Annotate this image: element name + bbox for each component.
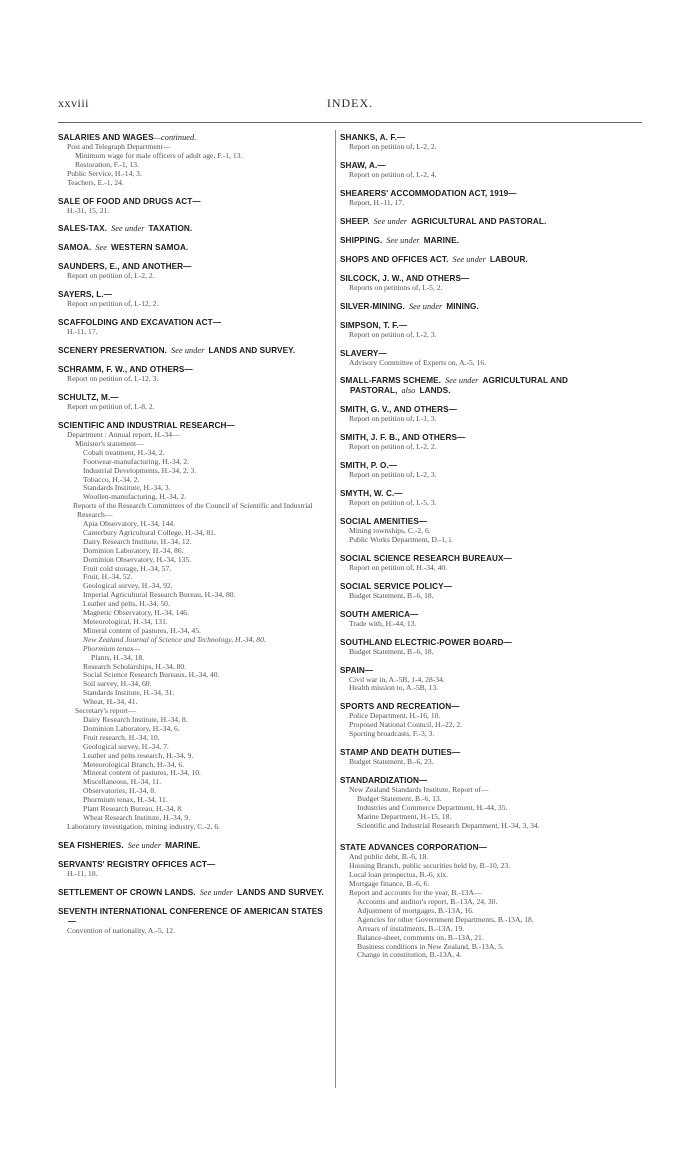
entry-line: Woollen-manufacturing, H.-34, 2. <box>83 492 187 502</box>
entry-line: Dominion Laboratory, H.-34, 6. <box>83 723 180 733</box>
entry-line: Report on petition of, I.-1, 3. <box>349 414 437 424</box>
entry-heading: SILCOCK, J. W., AND OTHERS— <box>340 273 470 283</box>
cross-reference: LABOUR. <box>489 254 528 264</box>
entry-line: Post and Telegraph Department— <box>67 142 171 151</box>
index-entry-samoa <box>58 243 328 253</box>
entry-line: And public debt, B.-6, 18. <box>349 852 429 862</box>
entry-heading: SPORTS AND RECREATION— <box>340 702 460 712</box>
entry-heading: SEVENTH INTERNATIONAL CONFERENCE OF AMERICAN STATES— <box>58 906 323 926</box>
index-entry-sayers <box>58 290 328 309</box>
entry-heading: SMITH, J. F. B., AND OTHERS— <box>340 433 466 443</box>
entry-line: Change in constitution, B.-13A, 4. <box>357 950 462 960</box>
entry-line: Industries and Commerce Department, H.-44, 35. <box>357 802 508 812</box>
see-under-label: See under <box>127 840 162 850</box>
entry-line: Police Department, H.-16, 10. <box>349 711 441 721</box>
cross-reference: AGRICULTURAL AND PASTORAL. <box>411 216 547 226</box>
entry-heading: SMITH, G. V., AND OTHERS— <box>340 405 457 415</box>
entry-line: Laboratory investigation, mining industry, C.-2, 6. <box>67 821 221 831</box>
entry-line: Geological survey, H.-34, 7. <box>83 741 169 751</box>
entry-line: Report, H.-11, 17. <box>349 197 404 207</box>
entry-line: Industrial Developments, H.-34, 2, 3. <box>83 465 197 475</box>
index-entry-smith-po <box>340 461 640 480</box>
index-entry-scenery <box>58 346 328 356</box>
entry-line: Tobacco, H.-34, 2. <box>83 474 140 484</box>
entry-line: Budget Statement, B.-6, 13. <box>357 793 442 803</box>
entry-line: Canterbury Agricultural College, H.-34, 81. <box>83 527 216 537</box>
entry-line: New Zealand Standards Institute, Report of— <box>349 784 489 794</box>
entry-heading: SCHULTZ, M.— <box>58 393 119 403</box>
entry-line: Public Service, H.-14, 3. <box>67 168 142 178</box>
entry-heading: SCAFFOLDING AND EXCAVATION ACT— <box>58 318 222 328</box>
left-column <box>58 133 328 945</box>
entry-line: Mining townships, C.-2, 6. <box>349 526 431 536</box>
entry-line: Housing Branch, public securities held by, B.-10, 23. <box>349 861 511 871</box>
index-entry-saunders <box>58 262 328 281</box>
cross-reference: LANDS. <box>419 386 451 396</box>
index-entry-standardization <box>340 776 640 831</box>
entry-line: Local loan prospectus, B.-6, xix. <box>349 870 449 880</box>
entry-line: Soil survey, H.-34, 60. <box>83 679 152 689</box>
entry-line: Teachers, E.-1, 24. <box>67 177 124 187</box>
index-entry-state-advances <box>340 843 640 960</box>
index-entry-silver-mining <box>340 302 640 312</box>
entry-line: Health mission to, A.-5B, 13. <box>349 683 439 693</box>
index-entry-shops <box>340 255 640 265</box>
cross-reference: TAXATION. <box>148 224 193 234</box>
index-entry-shaw <box>340 161 640 180</box>
entry-line: Report on petition of, I.-2, 2. <box>349 442 437 452</box>
entry-line: Fruit, H.-34, 52. <box>83 572 133 582</box>
entry-line: Adjustment of mortgages, B.-13A, 16. <box>357 905 474 915</box>
entry-line: Report on petition of, I.-2, 3. <box>349 470 437 480</box>
entry-heading: SPAIN— <box>340 665 374 675</box>
entry-line: Report on petition of, I.-2, 4. <box>349 169 437 179</box>
index-entry-scientific-research <box>58 421 328 832</box>
index-entry-schultz <box>58 393 328 412</box>
entry-line: Report on petition of, I.-5, 3. <box>349 498 437 508</box>
entry-line: H.-11, 17. <box>67 327 98 337</box>
index-entry-sales-tax <box>58 224 328 234</box>
entry-line: H.-31, 15, 21. <box>67 205 110 215</box>
entry-line: Standards Institute, H.-34, 3. <box>83 483 171 493</box>
index-entry-sale-food <box>58 197 328 216</box>
entry-line: Report on petition of, I.-12, 3. <box>67 374 159 384</box>
entry-line: Report and accounts for the year, B.-13A— <box>349 888 482 898</box>
entry-line: Accounts and auditor's report, B.-13A, 24, 30. <box>357 897 498 906</box>
entry-heading: SALARIES AND WAGES—continued. <box>58 133 197 142</box>
entry-line: Agencies for other Government Departments, B.-13A, 18. <box>357 914 534 924</box>
entry-line: Wheat Research Institute, H.-34, 9. <box>83 812 191 822</box>
entry-heading: SAMOA. See WESTERN SAMOA. <box>58 243 189 253</box>
entry-heading: SHANKS, A. F.— <box>340 133 406 142</box>
see-under-label: See under <box>408 301 443 311</box>
entry-line: Trade with, H.-44, 13. <box>349 618 417 628</box>
index-entry-smyth <box>340 489 640 508</box>
entry-line: Report on petition of, I.-12, 2. <box>67 299 159 309</box>
entry-line: Report on petition of, H.-34, 40. <box>349 562 448 572</box>
entry-heading: SMALL-FARMS SCHEME. See under AGRICULTURAL AND PASTORAL, also LANDS. <box>340 376 569 396</box>
entry-heading: SLAVERY— <box>340 348 387 358</box>
entry-line: Reports of the Research Committees of the Council of Scientific and Industrial Research— <box>73 501 313 520</box>
entry-heading: SEA FISHERIES. See under MARINE. <box>58 840 201 850</box>
page-header <box>58 96 642 112</box>
index-entry-sea-fisheries <box>58 841 328 851</box>
entry-line: Balance-sheet, comments on, B.-13A, 21. <box>357 932 484 942</box>
entry-heading: SIMPSON, T. F.— <box>340 320 408 330</box>
continued-label: —continued. <box>153 133 197 142</box>
cross-reference: MARINE. <box>165 840 201 850</box>
entry-line: Dairy Research Institute, H.-34, 8. <box>83 714 188 724</box>
index-entry-sheep <box>340 217 640 227</box>
entry-line: Department : Annual report, H.-34— <box>67 429 180 439</box>
entry-line: Budget Statement, B.-6, 18. <box>349 646 434 656</box>
index-entry-shanks <box>340 133 640 152</box>
entry-heading: SCIENTIFIC AND INDUSTRIAL RESEARCH— <box>58 420 235 430</box>
entry-line: Minimum wage for male officers of adult age, F.-1, 13. <box>75 150 243 160</box>
entry-line: Miscellaneous, H.-34, 11. <box>83 777 162 787</box>
entry-heading: SERVANTS' REGISTRY OFFICES ACT— <box>58 859 216 869</box>
cross-reference: AGRICULTURAL AND PASTORAL, <box>350 376 569 396</box>
entry-line: Mineral content of pastures, H.-34, 45. <box>83 625 201 635</box>
also-label: also <box>401 386 416 396</box>
entry-line: Mineral content of pastures, H.-34, 10. <box>83 768 201 778</box>
see-under-label: See under <box>445 376 479 386</box>
entry-line: Marine Department, H.-15, 18. <box>357 811 452 821</box>
column-divider <box>335 130 336 1088</box>
entry-line: Minister's statement— <box>75 438 144 448</box>
index-entry-silcock <box>340 274 640 293</box>
entry-heading: SCHRAMM, F. W., AND OTHERS— <box>58 365 193 375</box>
index-entry-servants <box>58 860 328 879</box>
entry-line: Phormium tenax, H.-34, 11. <box>83 795 168 805</box>
page-number: xxviii <box>58 96 90 110</box>
entry-line: Budget Statement, B.-6, 18. <box>349 590 434 600</box>
entry-heading: SAUNDERS, E., AND ANOTHER— <box>58 262 192 272</box>
entry-line: Plants, H.-34, 18. <box>91 652 145 662</box>
entry-line: Dairy Research Institute, H.-34, 12. <box>83 536 192 546</box>
see-under-label: See under <box>171 346 205 356</box>
cross-reference: LANDS AND SURVEY. <box>237 887 324 897</box>
index-entry-small-farms <box>340 376 640 396</box>
entry-line: Business conditions in New Zealand, B.-13A, 5. <box>357 941 504 951</box>
index-entry-settlement <box>58 888 328 898</box>
entry-heading: SHEARERS' ACCOMMODATION ACT, 1919— <box>340 188 517 198</box>
entry-line: Sporting broadcasts, F.-3, 3. <box>349 729 435 739</box>
index-entry-social-science <box>340 554 640 573</box>
entry-line: Phormium tenax— <box>83 643 141 653</box>
entry-line: Fruit research, H.-34, 10. <box>83 732 160 742</box>
entry-line: Magnetic Observatory, H.-34, 146. <box>83 608 190 618</box>
index-entry-social-service <box>340 582 640 601</box>
header-rule <box>58 122 642 123</box>
entry-line: Convention of nationality, A.-5, 12. <box>67 925 175 935</box>
see-label: See <box>95 243 108 253</box>
cross-reference: WESTERN SAMOA. <box>111 243 189 253</box>
index-entry-seventh-conference <box>58 907 328 936</box>
entry-heading: STAMP AND DEATH DUTIES— <box>340 748 461 758</box>
entry-heading: SHIPPING. See under MARINE. <box>340 235 460 245</box>
entry-line: Leather and pelts research, H.-34, 9. <box>83 750 194 760</box>
entry-line: Research Scholarships, H.-34, 80. <box>83 661 187 671</box>
entry-line: Reports on petitions of, I.-5, 2. <box>349 282 443 292</box>
entry-heading: SALE OF FOOD AND DRUGS ACT— <box>58 196 201 206</box>
see-under-label: See under <box>373 216 407 226</box>
entry-line: Dominion Observatory, H.-34, 135. <box>83 554 192 564</box>
entry-heading: SOCIAL SCIENCE RESEARCH BUREAUX— <box>340 553 512 563</box>
see-under-label: See under <box>452 254 486 264</box>
entry-heading: SOUTHLAND ELECTRIC-POWER BOARD— <box>340 637 512 647</box>
entry-line: Civil war in, A.-5B, 1-4, 28-34. <box>349 674 445 684</box>
entry-line: Scientific and Industrial Research Department, H.-34, 3, 34. <box>357 820 540 830</box>
entry-line: Fruit cold storage, H.-34, 57. <box>83 563 172 573</box>
entry-heading: SMITH, P. O.— <box>340 461 398 471</box>
index-entry-southland <box>340 638 640 657</box>
entry-line: Report on petition of, I.-2, 2. <box>67 271 155 281</box>
entry-line: Restoration, F.-1, 13. <box>75 159 139 169</box>
entry-line: Leather and pelts, H.-34, 50. <box>83 599 170 609</box>
index-entry-salaries <box>58 133 328 188</box>
entry-line: New Zealand Journal of Science and Technology, H.-34, 80. <box>83 634 266 644</box>
entry-line: Meteorological Branch, H.-34, 6. <box>83 759 185 769</box>
index-entry-shearers <box>340 189 640 208</box>
index-entry-south-america <box>340 610 640 629</box>
entry-heading: SHOPS AND OFFICES ACT. See under LABOUR. <box>340 254 528 264</box>
entry-line: Geological survey, H.-34, 92. <box>83 581 173 591</box>
entry-line: Report on petition of, I.-8, 2. <box>67 402 155 412</box>
entry-heading: SOCIAL AMENITIES— <box>340 517 428 527</box>
index-entry-stamp-duties <box>340 748 640 767</box>
index-entry-smith-gv <box>340 405 640 424</box>
entry-line: Proposed National Council, H.-22, 2. <box>349 720 463 730</box>
entry-line: Standards Institute, H.-34, 31. <box>83 688 175 698</box>
index-entry-sports <box>340 702 640 739</box>
entry-line: Wheat, H.-34, 41. <box>83 697 138 707</box>
entry-line: Cobalt treatment, H.-34, 2. <box>83 447 165 457</box>
entry-heading: SOCIAL SERVICE POLICY— <box>340 581 452 591</box>
entry-heading: SILVER-MINING. See under MINING. <box>340 301 479 311</box>
cross-reference: MARINE. <box>423 235 460 245</box>
index-entry-slavery <box>340 349 640 368</box>
entry-line: Report on petition of, I.-2, 3. <box>349 329 437 339</box>
entry-line: H.-11, 18. <box>67 868 98 878</box>
entry-line: Budget Statement, B.-6, 23. <box>349 757 434 767</box>
entry-heading: SHAW, A.— <box>340 160 386 170</box>
entry-line: Dominion Laboratory, H.-34, 86. <box>83 545 184 555</box>
entry-heading: STATE ADVANCES CORPORATION— <box>340 843 487 853</box>
index-entry-social-amenities <box>340 517 640 545</box>
entry-line: Public Works Department, D.-1, i. <box>349 534 453 544</box>
index-entry-scaffolding <box>58 318 328 337</box>
entry-heading: SOUTH AMERICA— <box>340 609 419 619</box>
entry-line: Observatories, H.-34, 8. <box>83 786 156 796</box>
see-under-label: See under <box>199 887 234 897</box>
entry-heading: SAYERS, L.— <box>58 290 113 300</box>
entry-line: Apia Observatory, H.-34, 144. <box>83 519 176 529</box>
entry-line: Footwear-manufacturing, H.-34, 2. <box>83 456 190 466</box>
entry-line: Plant Research Bureau, H.-34, 8. <box>83 804 183 814</box>
index-entry-shipping <box>340 236 640 246</box>
see-under-label: See under <box>111 224 145 234</box>
index-entry-smith-jfb <box>340 433 640 452</box>
entry-line: Meteorological, H.-34, 131. <box>83 617 168 626</box>
entry-line: Advisory Committee of Experts on, A.-5, 16. <box>349 357 487 367</box>
entry-heading: SETTLEMENT OF CROWN LANDS. See under LANDS AND SURVEY. <box>58 887 324 897</box>
entry-line: Arrears of instalments, B.-13A, 19. <box>357 923 465 933</box>
index-entry-simpson <box>340 321 640 340</box>
entry-heading: STANDARDIZATION— <box>340 775 428 785</box>
entry-heading: SMYTH, W. C.— <box>340 489 403 499</box>
entry-heading: SALES-TAX. See under TAXATION. <box>58 224 193 234</box>
entry-line: Social Science Research Bureaux, H.-34, 40. <box>83 670 220 680</box>
entry-line: Imperial Agricultural Research Bureau, H.-34, 80. <box>83 590 236 600</box>
see-under-label: See under <box>386 235 420 245</box>
right-column <box>340 133 640 969</box>
entry-line: Report on petition of, I.-2, 2. <box>349 142 437 151</box>
entry-heading: SCENERY PRESERVATION. See under LANDS AND SURVEY. <box>58 346 296 356</box>
entry-line: Secretary's report— <box>75 706 136 716</box>
index-entry-schramm <box>58 365 328 384</box>
entry-heading: SHEEP. See under AGRICULTURAL AND PASTORAL. <box>340 216 547 226</box>
cross-reference: MINING. <box>446 301 479 311</box>
index-entry-spain <box>340 666 640 694</box>
entry-line: Mortgage finance, B.-6, 6. <box>349 879 430 889</box>
page-title: INDEX. <box>326 96 374 110</box>
cross-reference: LANDS AND SURVEY. <box>208 346 296 356</box>
